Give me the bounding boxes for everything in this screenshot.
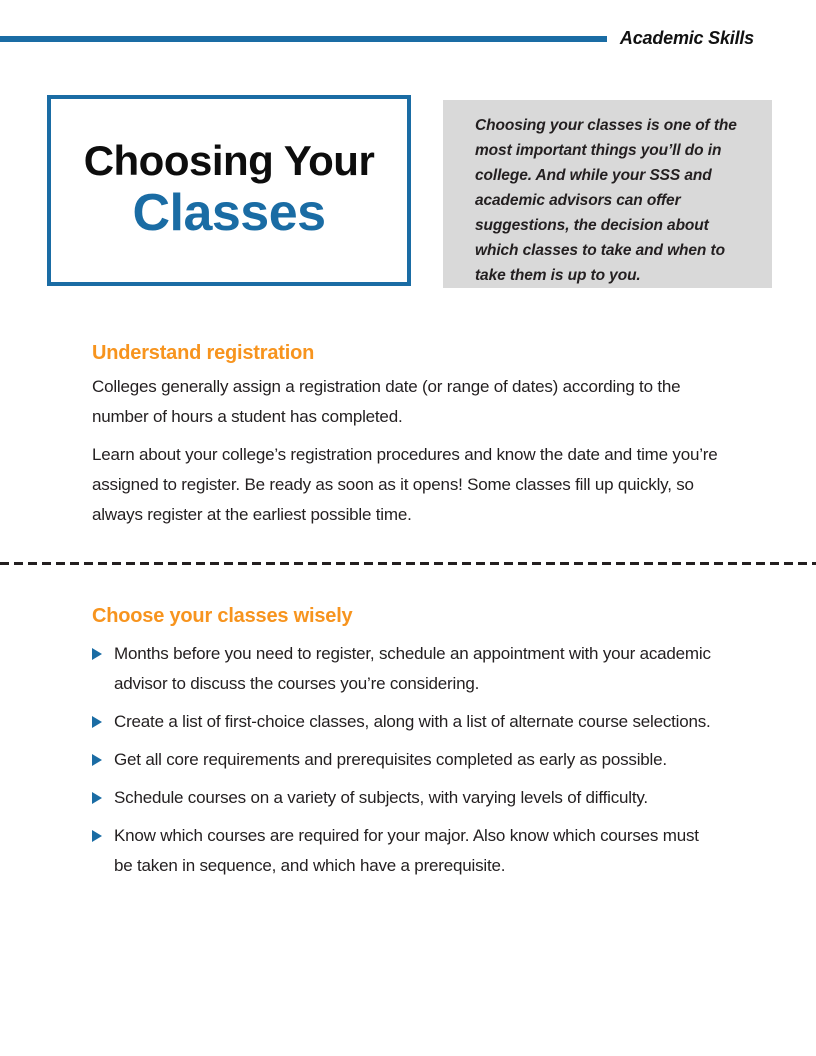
- list-item: [92, 821, 732, 881]
- triangle-bullet-icon: [92, 792, 102, 804]
- understand-paragraph-1: Colleges generally assign a registration date (or range of dates) according to the number of hours a student has completed.: [92, 377, 681, 426]
- intro-box: [443, 100, 772, 288]
- triangle-bullet-icon: [92, 830, 102, 842]
- list-item: [92, 707, 732, 737]
- bullet-text: Create a list of first-choice classes, along with a list of alternate course selections.: [114, 712, 711, 731]
- list-item: [92, 783, 732, 813]
- page-header: [0, 28, 754, 49]
- bullet-text: Months before you need to register, schedule an appointment with your academic advisor to discuss the courses you’re considering.: [114, 644, 711, 693]
- header-label: Academic Skills: [619, 28, 754, 48]
- header-rule: [0, 36, 607, 42]
- title-box: [47, 95, 411, 286]
- intro-text: Choosing your classes is one of the most important things you’ll do in college. And while your SSS and academic advisors can offer suggestions, the decision about which classes to take and when to take them is up to you.: [475, 117, 737, 284]
- triangle-bullet-icon: [92, 716, 102, 728]
- list-item: [92, 639, 732, 699]
- dashed-divider: [0, 562, 816, 565]
- triangle-bullet-icon: [92, 754, 102, 766]
- section-heading-understand-registration: Understand registration: [92, 342, 315, 364]
- title-line-1: Choosing Your: [83, 136, 375, 184]
- understand-paragraph-2: Learn about your college’s registration procedures and know the date and time you’re assigned to register. Be ready as soon as it opens! Some classes fill up quickly, so always register at the earliest possible time.: [92, 445, 718, 524]
- list-item: [92, 745, 732, 775]
- bullet-text: Know which courses are required for your major. Also know which courses must be taken in sequence, and which have a prerequisite.: [114, 826, 699, 875]
- bullet-text: Schedule courses on a variety of subjects, with varying levels of difficulty.: [114, 788, 648, 807]
- bullet-text: Get all core requirements and prerequisites completed as early as possible.: [114, 750, 667, 769]
- section-heading-choose-classes-wisely: Choose your classes wisely: [92, 605, 353, 627]
- bullet-list: [92, 639, 732, 889]
- title-line-2: Classes: [132, 183, 326, 242]
- triangle-bullet-icon: [92, 648, 102, 660]
